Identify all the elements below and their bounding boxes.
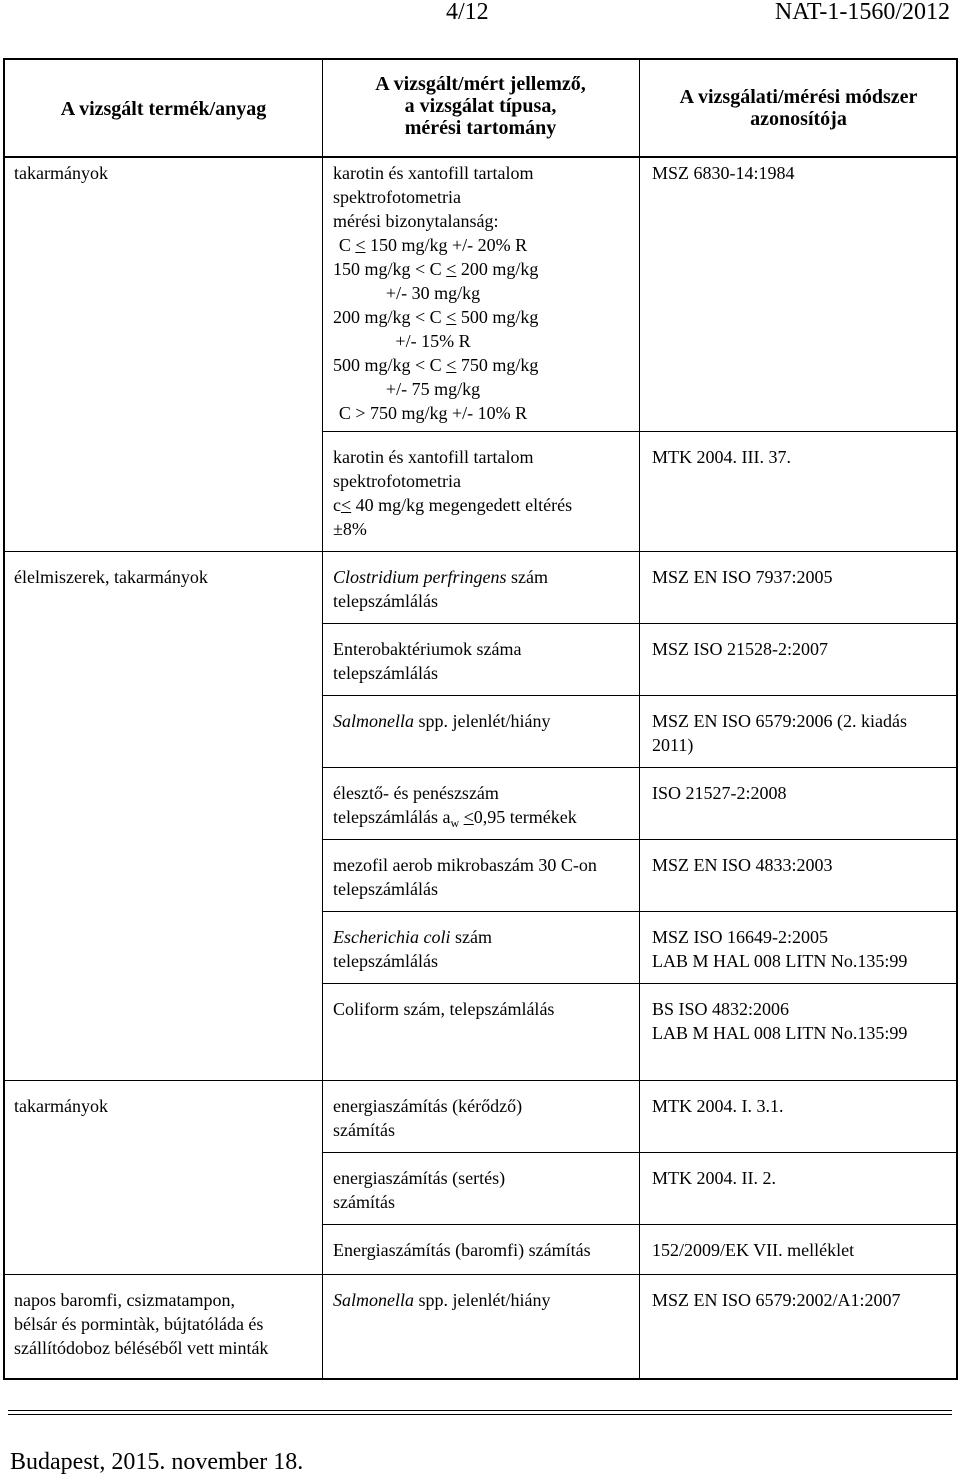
row-divider [322,767,956,768]
row-divider [322,983,956,984]
characteristic-mesophilic: mezofil aerob mikrobaszám 30 C-on telepszámlálás [333,855,597,899]
document-id: NAT-1-1560/2012 [774,0,950,25]
product-poultry-samples: napos baromfi, csizmatampon, bélsár és pormintàk, bújtatóláda és szállítódoboz béléséből vett minták [14,1290,269,1358]
row-divider [322,1224,956,1225]
row-divider [322,623,956,624]
characteristic-carotene: karotin és xantofill tartalom spektrofotometria mérési bizonytalanság: [333,163,534,231]
method-r1: MSZ 6830-14:1984 [652,163,795,183]
product-feeds: takarmányok [14,163,108,183]
method-r4: MSZ ISO 21528-2:2007 [652,639,829,659]
column-header-method: A vizsgálati/mérési módszer azonosítója [679,86,918,130]
characteristic-coliform: Coliform szám, telepszámlálás [333,999,555,1019]
characteristic-energy-swine: energiaszámítás (sertés) számítás [333,1168,506,1212]
method-r5: MSZ EN ISO 6579:2006 (2. kiadás 2011) [652,711,907,755]
method-r12: 152/2009/EK VII. melléklet [652,1240,855,1260]
row-divider [5,1080,956,1081]
characteristic-clostridium: Clostridium perfringens szám telepszámlálás [333,567,548,611]
method-r10: MTK 2004. I. 3.1. [652,1096,784,1116]
characteristic-energy-ruminant: energiaszámítás (kérődző) számítás [333,1096,523,1140]
uncertainty-ranges: C < 150 mg/kg +/- 20% R 150 mg/kg < C < 200 mg/kg +/- 30 mg/kg 200 mg/kg < C < 500 mg/kg +/- 15% R 500 mg/kg < C < 750 mg/kg +/- 75 mg/kg C > 750 mg/kg +/- 10% R [333,235,539,423]
row-divider [322,1152,956,1153]
characteristic-energy-poultry: Energiaszámítás (baromfi) számítás [333,1240,591,1260]
column-divider [639,60,640,1378]
row-divider [322,695,956,696]
row-divider [5,551,956,552]
method-r2: MTK 2004. III. 37. [652,447,791,467]
method-r6: ISO 21527-2:2008 [652,783,787,803]
method-r13: MSZ EN ISO 6579:2002/A1:2007 [652,1290,901,1310]
method-r9: BS ISO 4832:2006 LAB M HAL 008 LITN No.135:99 [652,999,908,1043]
column-divider [322,60,323,1378]
characteristic-salmonella: Salmonella spp. jelenlét/hiány [333,711,551,731]
method-r3: MSZ EN ISO 7937:2005 [652,567,833,587]
characteristic-enterobacteria: Enterobaktériumok száma telepszámlálás [333,639,522,683]
page-number: 4/12 [446,0,489,25]
product-feeds-energy: takarmányok [14,1096,108,1116]
characteristic-carotene-2: karotin és xantofill tartalom spektrofotometria c< 40 mg/kg megengedett eltérés ±8% [333,447,573,539]
header-divider [5,156,956,158]
characteristic-salmonella-poultry: Salmonella spp. jelenlét/hiány [333,1290,551,1310]
characteristic-yeast-mould: élesztő- és penészszám telepszámlálás $a_w <0,95$ termékek [333,783,577,830]
footer-rule [8,1414,952,1415]
column-header-product: A vizsgált termék/anyag [60,98,267,120]
row-divider [5,1274,956,1275]
footer-rule [8,1410,952,1411]
row-divider [322,839,956,840]
method-r11: MTK 2004. II. 2. [652,1168,776,1188]
method-r8: MSZ ISO 16649-2:2005 LAB M HAL 008 LITN No.135:99 [652,927,908,971]
footer-date: Budapest, 2015. november 18. [10,1449,304,1475]
row-divider [322,911,956,912]
page-header [0,0,960,24]
column-header-characteristic: A vizsgált/mért jellemző, a vizsgálat típusa, mérési tartomány [375,73,586,139]
product-foods-feeds: élelmiszerek, takarmányok [14,567,208,587]
row-divider [322,431,956,432]
method-r7: MSZ EN ISO 4833:2003 [652,855,833,875]
accreditation-table [3,58,958,1380]
characteristic-ecoli: Escherichia coli szám telepszámlálás [333,927,492,971]
